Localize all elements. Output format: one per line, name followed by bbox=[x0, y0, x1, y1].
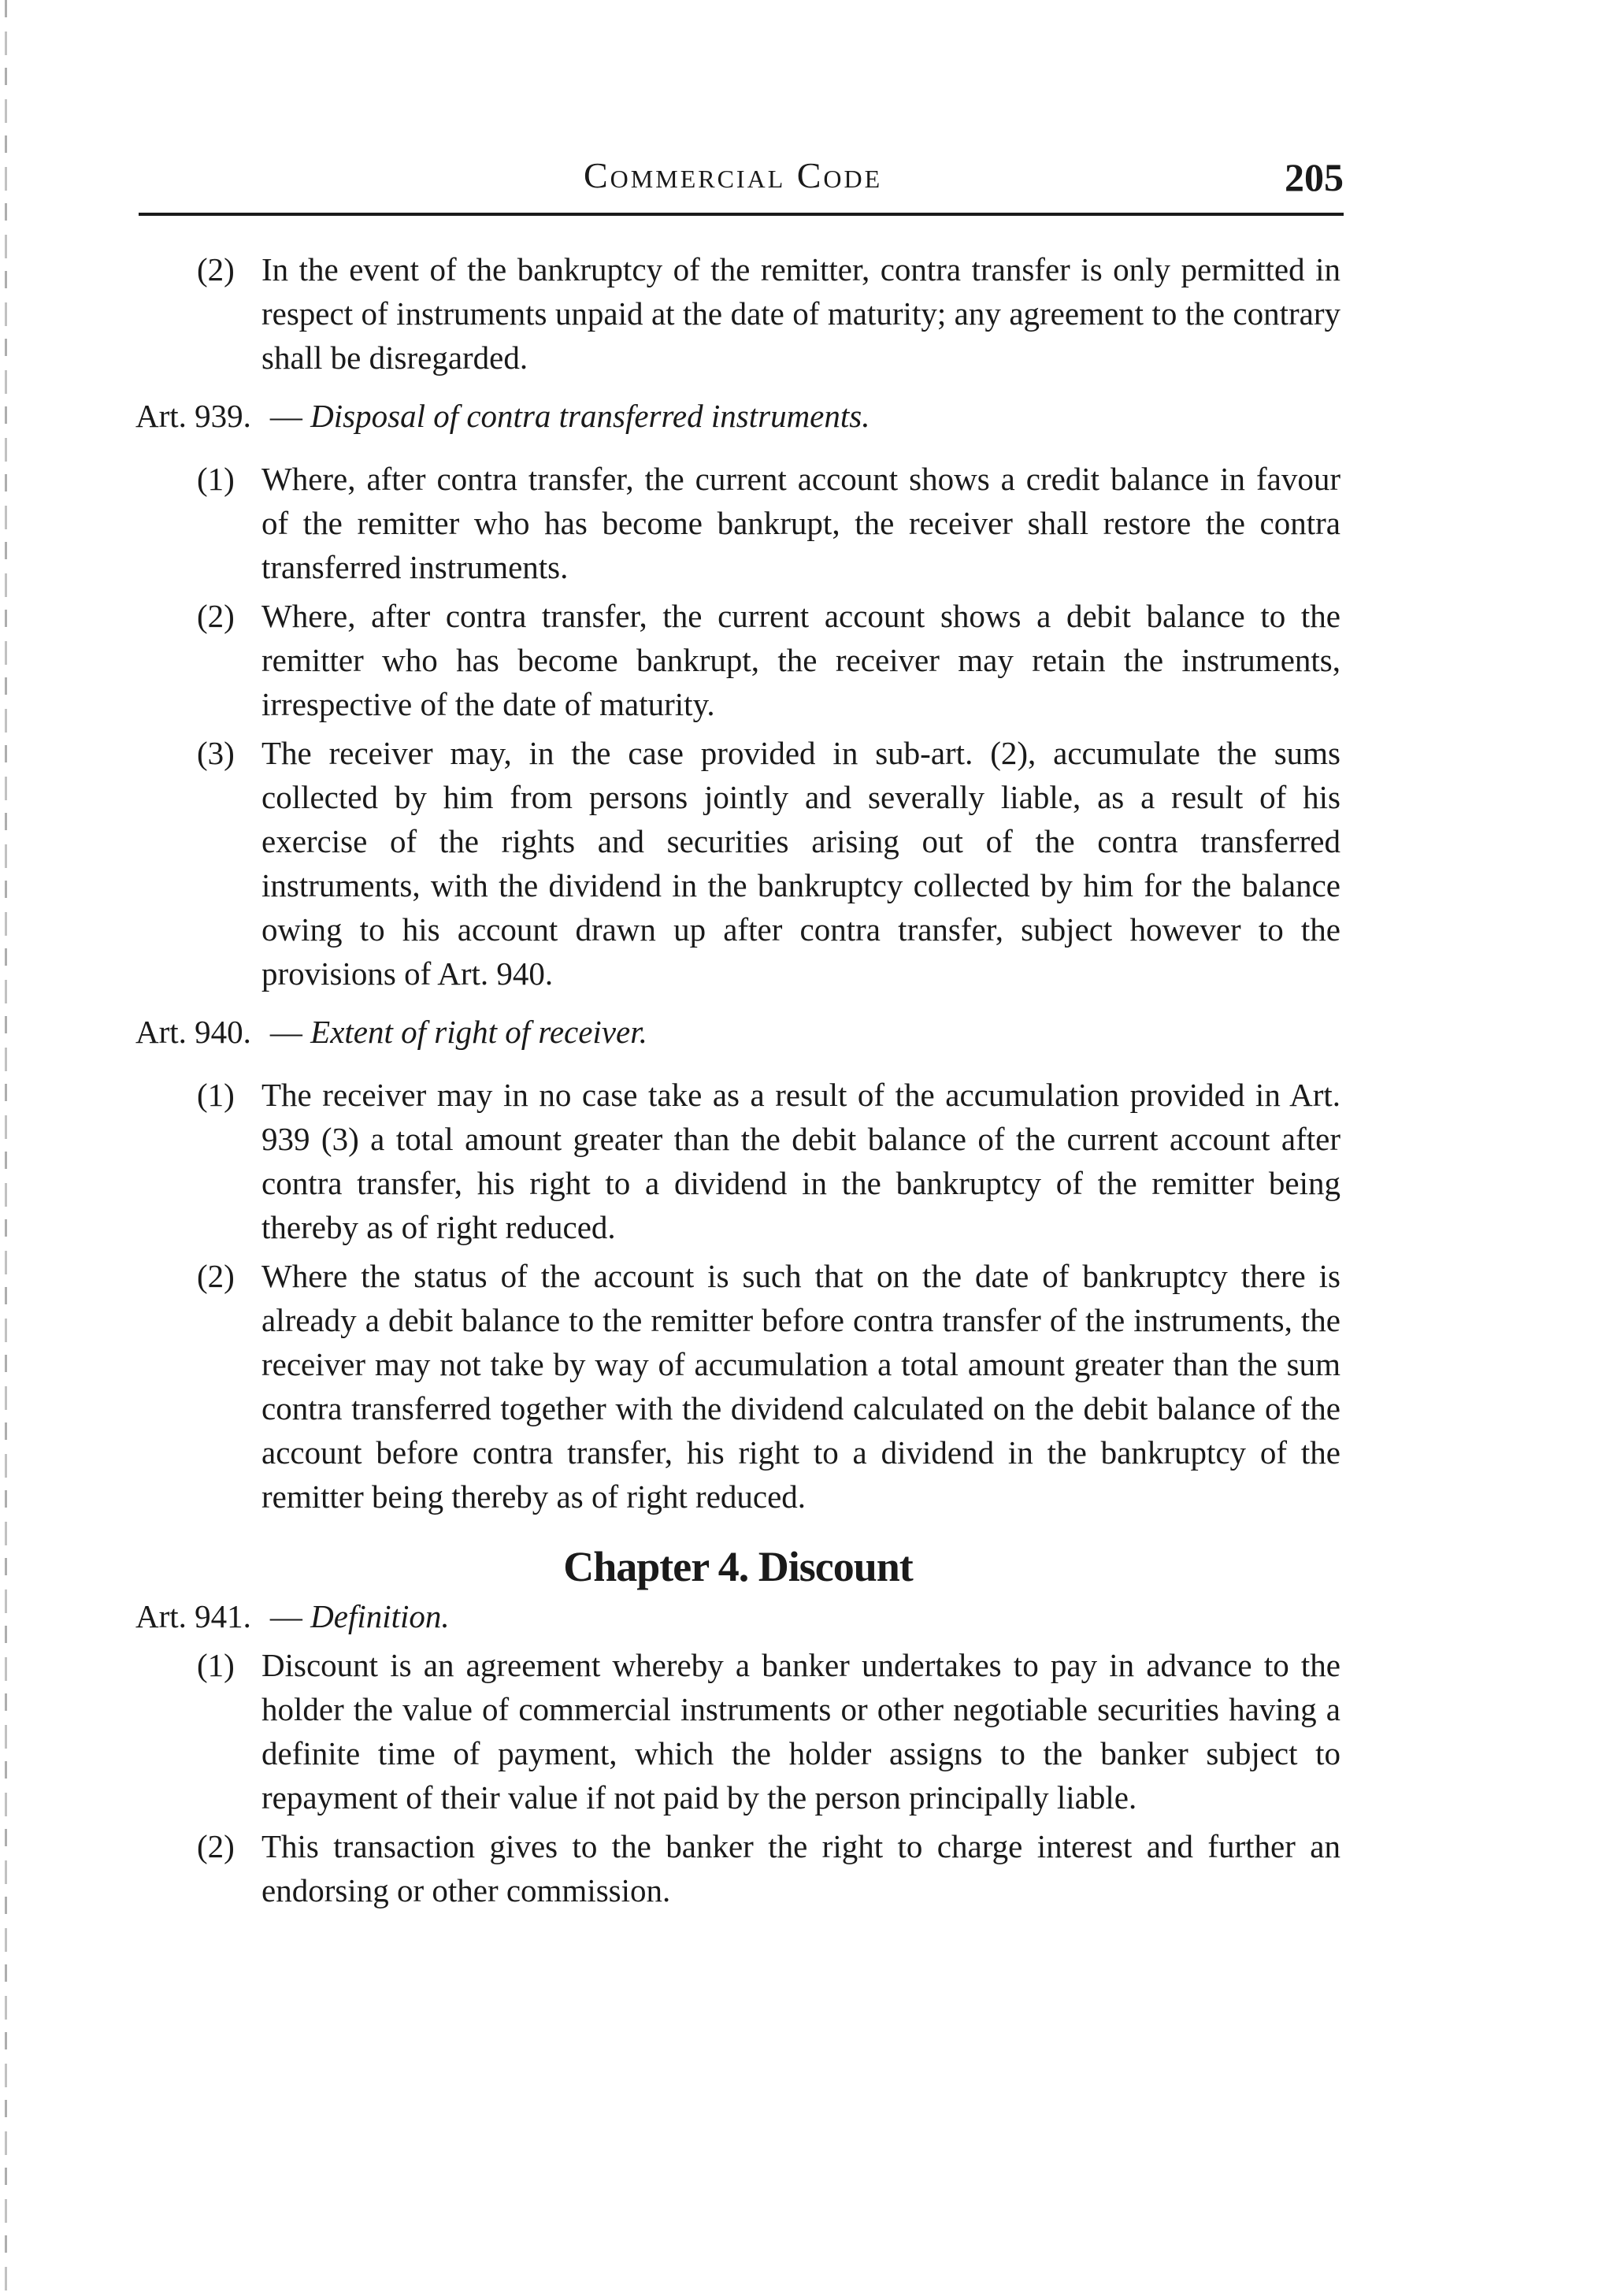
scan-edge bbox=[5, 0, 7, 2296]
paragraph-number: (2) bbox=[197, 1828, 235, 1864]
paragraph bbox=[135, 1824, 1340, 1912]
running-title: Commercial Code bbox=[584, 155, 883, 195]
paragraph-text: Discount is an agreement whereby a banker undertakes to pay in advance to the holder the value of commercial instruments or other negotiable securities having a definite time of payment, which the holder assigns to the banker subject to repayment of their value if not paid by the person principally liable. bbox=[261, 1647, 1340, 1816]
paragraph-number: (3) bbox=[197, 735, 235, 771]
article-heading bbox=[135, 1010, 1340, 1054]
paragraph bbox=[135, 731, 1340, 996]
paragraph-text: The receiver may in no case take as a result of the accumulation provided in Art. 939 (3) a total amount greater than the debit balance of the current account after contra transfer, his right to a dividend in the bankruptcy of the remitter being thereby as of right reduced. bbox=[261, 1077, 1340, 1245]
paragraph-number: (2) bbox=[197, 1258, 235, 1294]
article-title: Disposal of contra transferred instruments. bbox=[310, 398, 870, 434]
paragraph-text: Where, after contra transfer, the current account shows a credit balance in favour of the remitter who has become bankrupt, the receiver shall restore the contra transferred instruments. bbox=[261, 461, 1340, 585]
article-heading bbox=[135, 1594, 1340, 1638]
article-dash: — bbox=[269, 398, 302, 434]
paragraph bbox=[135, 1254, 1340, 1519]
paragraph bbox=[135, 594, 1340, 726]
paragraph-text: Where, after contra transfer, the current account shows a debit balance to the remitter who has become bankrupt, the receiver may retain the instruments, irrespective of the date of maturity. bbox=[261, 598, 1340, 722]
header-rule bbox=[139, 213, 1344, 216]
page-number: 205 bbox=[1285, 155, 1344, 199]
chapter-heading: Chapter 4. Discount bbox=[563, 1543, 913, 1590]
paragraph bbox=[135, 457, 1340, 589]
article-title: Definition. bbox=[310, 1598, 450, 1634]
paragraph-number: (2) bbox=[197, 598, 235, 634]
article-title: Extent of right of receiver. bbox=[310, 1014, 647, 1050]
paragraph-number: (1) bbox=[197, 1077, 235, 1113]
page-header bbox=[139, 154, 1344, 217]
paragraph bbox=[135, 247, 1340, 380]
article-heading bbox=[135, 394, 1340, 438]
paragraph-number: (2) bbox=[197, 251, 235, 287]
article-dash: — bbox=[269, 1598, 302, 1634]
article-number: Art. 940. bbox=[135, 1014, 251, 1050]
article-number: Art. 939. bbox=[135, 398, 251, 434]
paragraph-text: This transaction gives to the banker the right to charge interest and further an endorsing or other commission. bbox=[261, 1828, 1340, 1908]
paragraph-text: The receiver may, in the case provided in sub-art. (2), accumulate the sums collected by him from persons jointly and severally liable, as a result of his exercise of the rights and securities arising out of the contra transferred instruments, with the dividend in the bankruptcy collected by him for the balance owing to his account drawn up after contra transfer, subject however to the provisions of Art. 940. bbox=[261, 735, 1340, 992]
article-dash: — bbox=[269, 1014, 302, 1050]
paragraph-number: (1) bbox=[197, 461, 235, 497]
paragraph bbox=[135, 1073, 1340, 1249]
article-number: Art. 941. bbox=[135, 1598, 251, 1634]
paragraph-text: Where the status of the account is such that on the date of bankruptcy there is already a debit balance to the remitter before contra transfer of the instruments, the receiver may not take by way of accumulation a total amount greater than the sum contra transferred together with the dividend calculated on the debit balance of the account before contra transfer, his right to a dividend in the bankruptcy of the remitter being thereby as of right reduced. bbox=[261, 1258, 1340, 1515]
paragraph-number: (1) bbox=[197, 1647, 235, 1683]
page-body bbox=[135, 247, 1340, 1912]
paragraph-text: In the event of the bankruptcy of the remitter, contra transfer is only permitted in respect of instruments unpaid at the date of maturity; any agreement to the contrary shall be disregarded. bbox=[261, 251, 1340, 376]
paragraph bbox=[135, 1643, 1340, 1819]
